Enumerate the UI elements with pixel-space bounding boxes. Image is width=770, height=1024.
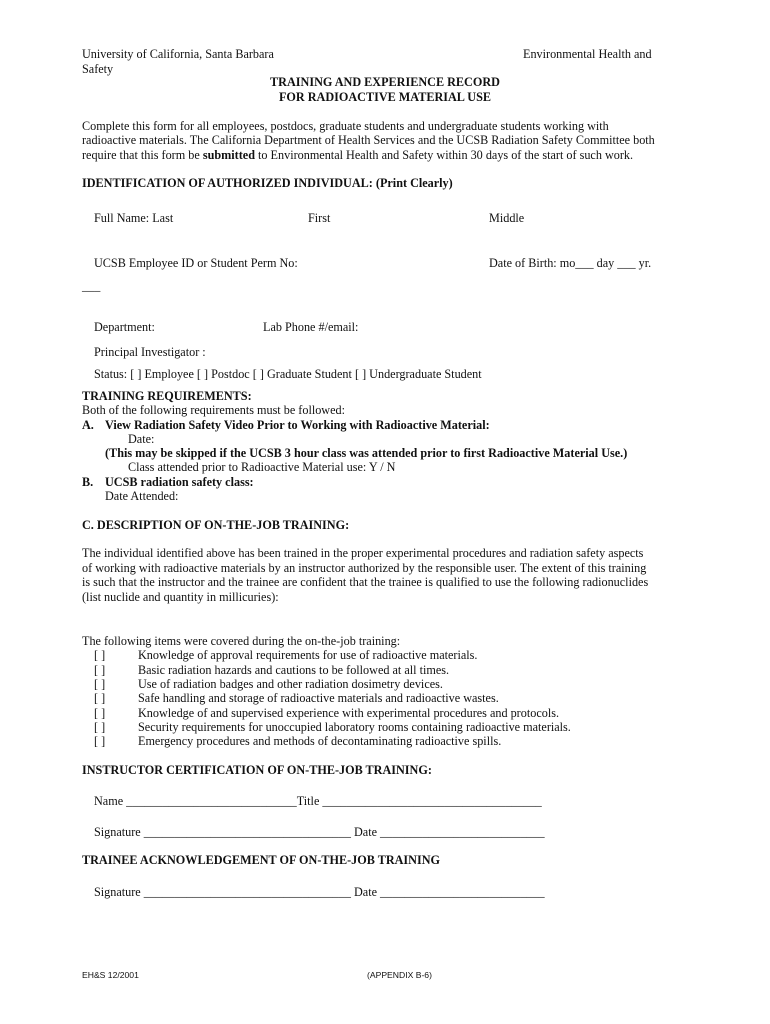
employee-id-label: UCSB Employee ID or Student Perm No:: [94, 256, 298, 270]
training-heading: TRAINING REQUIREMENTS:: [82, 389, 252, 403]
intro-line-2: radioactive materials. The California Department of Health Services and the UCSB Radiation Safety Committee both: [82, 133, 655, 147]
ojt-item-text: Use of radiation badges and other radiation dosimetry devices.: [138, 677, 443, 691]
intro-line-3-end: to Environmental Health and Safety within 30 days of the start of such work.: [254, 148, 634, 162]
ojt-item-checkbox: [ ]: [94, 691, 106, 705]
department-name: Environmental Health and: [523, 47, 652, 61]
requirement-a-date: Date:: [128, 432, 155, 446]
ojt-para-line-4: (list nuclide and quantity in millicuries):: [82, 590, 279, 604]
form-title-line1: TRAINING AND EXPERIENCE RECORD: [270, 75, 500, 89]
instructor-heading: INSTRUCTOR CERTIFICATION OF ON-THE-JOB TRAINING:: [82, 763, 432, 777]
intro-line-1: Complete this form for all employees, postdocs, graduate students and undergraduate students working with: [82, 119, 609, 133]
footer-appendix: (APPENDIX B-6): [367, 970, 432, 980]
requirement-b-text: UCSB radiation safety class:: [105, 475, 254, 489]
ojt-para-line-1: The individual identified above has been trained in the proper experimental procedures and radiation safety aspects: [82, 546, 644, 560]
requirement-b-date: Date Attended:: [105, 489, 179, 503]
ojt-item-checkbox: [ ]: [94, 677, 106, 691]
intro-bold-submitted: submitted: [202, 148, 255, 162]
ojt-item-text: Knowledge of and supervised experience with experimental procedures and protocols.: [138, 706, 559, 720]
ojt-item-text: Basic radiation hazards and cautions to be followed at all times.: [138, 663, 450, 677]
ojt-para-line-3: is such that the instructor and the trainee are confident that the trainee is qualified to use the following radionuclides: [82, 575, 649, 589]
requirement-a-class: Class attended prior to Radioactive Material use: Y / N: [128, 460, 396, 474]
ojt-item-checkbox: [ ]: [94, 706, 106, 720]
department-name-cont: Safety: [82, 62, 114, 76]
ojt-item: [94, 734, 501, 749]
ojt-item-checkbox: [ ]: [94, 648, 106, 662]
department-label: Department:: [94, 320, 155, 334]
instructor-signature-line: Signature __________________________________ Date ___________________________: [94, 825, 545, 839]
requirement-a-text: View Radiation Safety Video Prior to Working with Radioactive Material:: [105, 418, 490, 432]
date-of-birth-label: Date of Birth: mo___ day ___ yr.: [489, 256, 652, 270]
ojt-item: [94, 648, 477, 663]
requirement-b-label: B.: [82, 475, 94, 489]
identification-heading: IDENTIFICATION OF AUTHORIZED INDIVIDUAL: (Print Clearly): [82, 176, 453, 190]
ojt-item: [94, 720, 571, 735]
requirement-a-label: A.: [82, 418, 94, 432]
intro-line-3-start: require that this form be: [82, 148, 203, 162]
form-title-line2: FOR RADIOACTIVE MATERIAL USE: [278, 90, 492, 104]
lab-phone-label: Lab Phone #/email:: [263, 320, 359, 334]
ojt-item: [94, 706, 559, 721]
ojt-item-text: Safe handling and storage of radioactive materials and radioactive wastes.: [138, 691, 499, 705]
university-name: University of California, Santa Barbara: [82, 47, 274, 61]
trainee-heading: TRAINEE ACKNOWLEDGEMENT OF ON-THE-JOB TRAINING: [82, 853, 441, 867]
middle-name-label: Middle: [489, 211, 525, 225]
ojt-item: [94, 663, 449, 678]
footer-form-code: EH&S 12/2001: [82, 970, 139, 980]
ojt-item-checkbox: [ ]: [94, 663, 106, 677]
status-options: Status: [ ] Employee [ ] Postdoc [ ] Graduate Student [ ] Undergraduate Student: [94, 367, 482, 381]
intro-line-3: [82, 148, 633, 163]
first-name-label: First: [308, 211, 331, 225]
principal-investigator-label: Principal Investigator :: [94, 345, 206, 359]
ojt-para-line-2: of working with radioactive materials by an instructor authorized by the responsible user. The extent of this training: [82, 561, 647, 575]
ojt-heading: C. DESCRIPTION OF ON-THE-JOB TRAINING:: [82, 518, 350, 532]
trainee-signature-line: Signature __________________________________ Date ___________________________: [94, 885, 545, 899]
ojt-item-checkbox: [ ]: [94, 734, 106, 748]
ojt-item: [94, 691, 499, 706]
training-both: Both of the following requirements must be followed:: [82, 403, 346, 417]
ojt-items-intro: The following items were covered during the on-the-job training:: [82, 634, 401, 648]
requirement-a-note: (This may be skipped if the UCSB 3 hour class was attended prior to first Radioactive Material Use.): [105, 446, 628, 460]
full-name-last-label: Full Name: Last: [94, 211, 174, 225]
ojt-item: [94, 677, 443, 692]
ojt-item-text: Emergency procedures and methods of decontaminating radioactive spills.: [138, 734, 502, 748]
ojt-item-text: Security requirements for unoccupied laboratory rooms containing radioactive materials.: [138, 720, 571, 734]
instructor-name-title-line: Name ____________________________Title ____________________________________: [94, 794, 542, 808]
ojt-item-text: Knowledge of approval requirements for use of radioactive materials.: [138, 648, 478, 662]
ojt-item-checkbox: [ ]: [94, 720, 106, 734]
date-of-birth-cont: ___: [82, 279, 101, 293]
